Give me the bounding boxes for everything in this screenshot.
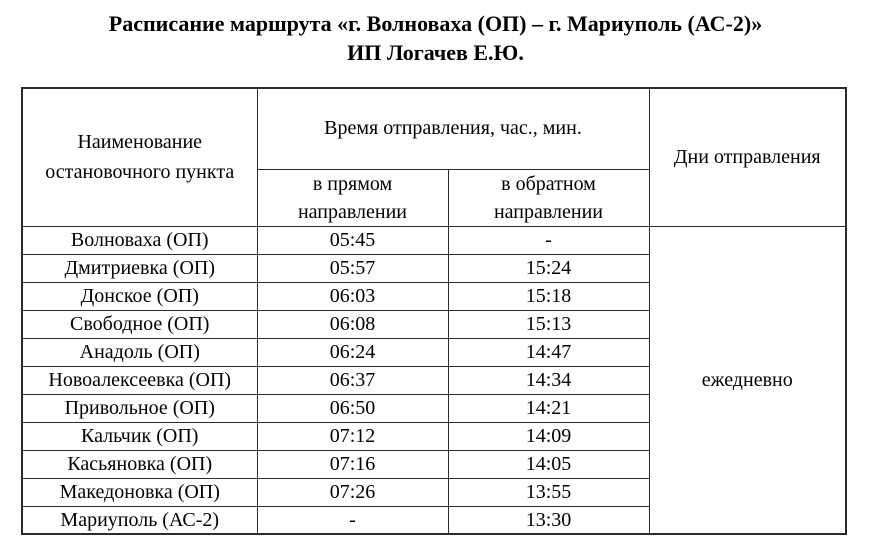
route-title-line: Расписание маршрута «г. Волноваха (ОП) – г. Мариуполь (АС-2)» xyxy=(108,11,763,36)
backward-time-cell: 15:18 xyxy=(448,282,649,310)
header-forward-direction: в прямом направлении xyxy=(257,169,448,226)
stop-name-cell: Кальчик (ОП) xyxy=(22,422,257,450)
header-stop-name: Наименование остановочного пункта xyxy=(22,88,257,226)
forward-time-cell: 07:16 xyxy=(257,450,448,478)
forward-time-cell: 06:03 xyxy=(257,282,448,310)
forward-time-cell: - xyxy=(257,506,448,534)
stop-name-cell: Дмитриевка (ОП) xyxy=(22,254,257,282)
schedule-table xyxy=(21,87,847,535)
backward-time-cell: 13:55 xyxy=(448,478,649,506)
table-body xyxy=(22,226,846,534)
stop-name-cell: Донское (ОП) xyxy=(22,282,257,310)
table-header xyxy=(22,88,846,226)
backward-time-cell: 13:30 xyxy=(448,506,649,534)
backward-time-cell: 14:05 xyxy=(448,450,649,478)
stop-name-cell: Касьяновка (ОП) xyxy=(22,450,257,478)
stop-name-cell: Привольное (ОП) xyxy=(22,394,257,422)
backward-time-cell: 14:47 xyxy=(448,338,649,366)
stop-name-cell: Мариуполь (АС-2) xyxy=(22,506,257,534)
document-title xyxy=(0,9,871,67)
carrier-title-line: ИП Логачев Е.Ю. xyxy=(347,40,524,65)
forward-time-cell: 07:12 xyxy=(257,422,448,450)
backward-time-cell: 14:09 xyxy=(448,422,649,450)
forward-time-cell: 06:50 xyxy=(257,394,448,422)
forward-time-cell: 06:24 xyxy=(257,338,448,366)
backward-time-cell: 15:24 xyxy=(448,254,649,282)
backward-time-cell: 14:34 xyxy=(448,366,649,394)
stop-name-cell: Новоалексеевка (ОП) xyxy=(22,366,257,394)
header-backward-direction: в обратном направлении xyxy=(448,169,649,226)
stop-name-cell: Волноваха (ОП) xyxy=(22,226,257,254)
forward-time-cell: 05:45 xyxy=(257,226,448,254)
forward-time-cell: 05:57 xyxy=(257,254,448,282)
stop-name-cell: Македоновка (ОП) xyxy=(22,478,257,506)
backward-time-cell: - xyxy=(448,226,649,254)
days-value-cell: ежедневно xyxy=(649,226,846,534)
backward-time-cell: 14:21 xyxy=(448,394,649,422)
stop-name-cell: Свободное (ОП) xyxy=(22,310,257,338)
stop-name-cell: Анадоль (ОП) xyxy=(22,338,257,366)
backward-time-cell: 15:13 xyxy=(448,310,649,338)
header-days: Дни отправления xyxy=(649,88,846,226)
header-row-top xyxy=(22,88,846,169)
header-departure-time: Время отправления, час., мин. xyxy=(257,88,649,169)
table-row xyxy=(22,226,846,254)
forward-time-cell: 06:08 xyxy=(257,310,448,338)
forward-time-cell: 07:26 xyxy=(257,478,448,506)
forward-time-cell: 06:37 xyxy=(257,366,448,394)
